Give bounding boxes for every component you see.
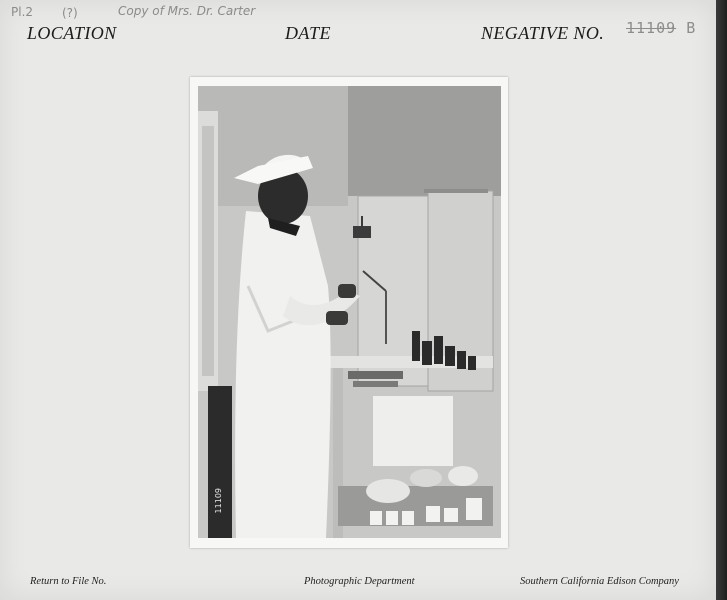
return-to-file-label: Return to File No.: [30, 576, 107, 587]
company-label: Southern California Edison Company: [520, 576, 679, 587]
negative-number-value: [626, 19, 696, 37]
pencil-note: Pl.2: [11, 5, 34, 19]
negative-suffix: B: [686, 19, 697, 37]
nurse-photograph-icon: [198, 86, 501, 538]
department-label: Photographic Department: [304, 576, 415, 587]
photograph: [198, 86, 501, 538]
photo-edge-number: 11109: [214, 488, 223, 514]
location-label: LOCATION: [27, 23, 117, 43]
pencil-note: (?): [62, 6, 78, 20]
scan-edge: [716, 0, 727, 600]
negative-number-label: NEGATIVE NO.: [481, 23, 605, 43]
negative-number: 11109: [626, 19, 677, 37]
pencil-note: Copy of Mrs. Dr. Carter: [118, 4, 256, 18]
date-label: DATE: [285, 23, 331, 43]
